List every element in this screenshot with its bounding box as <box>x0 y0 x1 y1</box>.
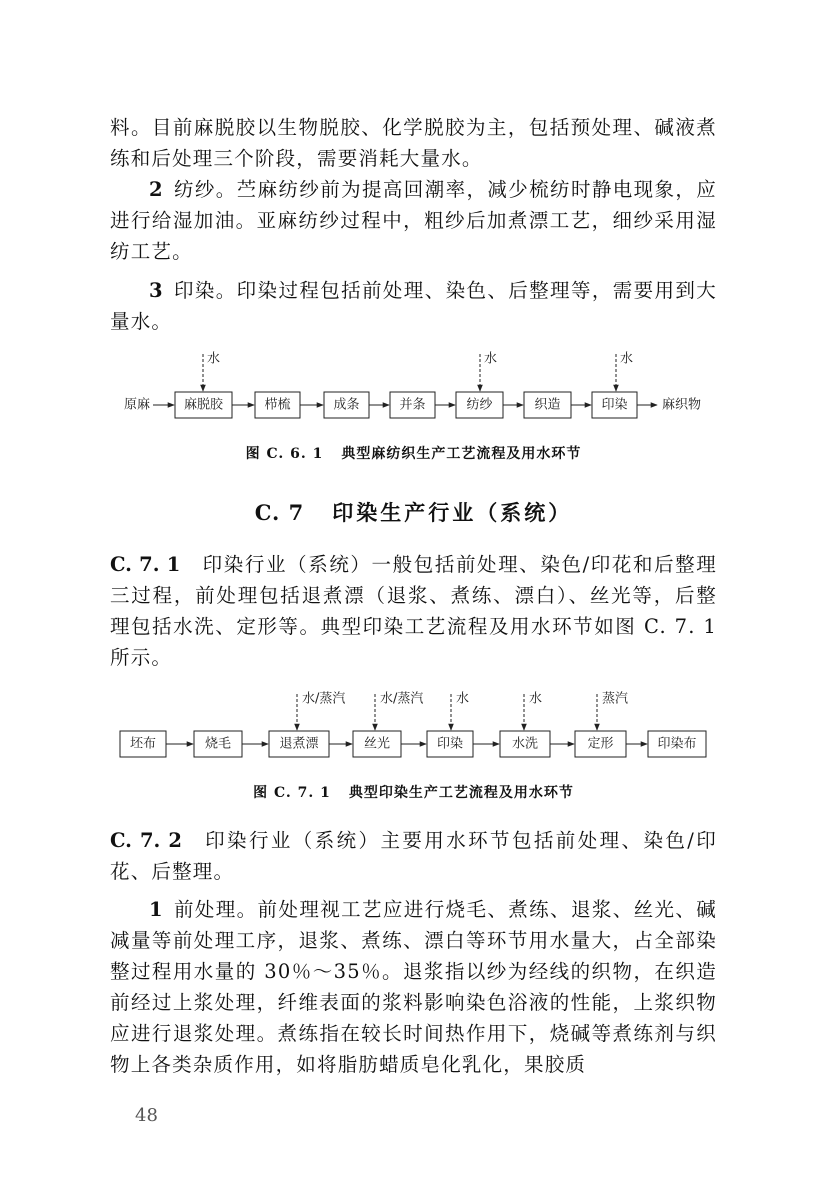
clause-number: C. 7. 1 <box>110 553 181 576</box>
item-number: 1 <box>149 898 164 921</box>
section-heading <box>0 497 827 527</box>
water-label: 水/蒸汽 <box>380 691 424 707</box>
figure-number: 图 C. 7. 1 <box>253 785 331 801</box>
clause-text: 印染行业（系统）主要用水环节包括前处理、染色/印花、后整理。 <box>110 829 717 883</box>
process-label: 烧毛 <box>204 736 232 752</box>
process-label: 坯布 <box>129 736 157 752</box>
clause-number: C. 7. 2 <box>110 829 182 852</box>
flow-end-label: 麻织物 <box>662 397 702 413</box>
section-title: 印染生产行业（系统） <box>332 500 573 525</box>
water-label: 水 <box>456 691 470 707</box>
clause-c71 <box>110 549 717 673</box>
process-label: 丝光 <box>363 736 391 752</box>
dyeing-flow-diagram <box>0 686 827 766</box>
water-label: 蒸汽 <box>602 691 629 707</box>
figure-title: 典型印染生产工艺流程及用水环节 <box>348 785 574 801</box>
section-number: C. 7 <box>254 500 305 525</box>
water-label: 水 <box>207 351 221 367</box>
process-label: 纺纱 <box>466 397 493 413</box>
process-label: 印染 <box>436 736 464 752</box>
process-label: 定形 <box>587 736 614 752</box>
item-text: 纺纱。苎麻纺纱前为提高回潮率，减少梳纺时静电现象，应进行给湿加油。亚麻纺纱过程中，粗纱后加煮漂工艺，细纱采用湿纺工艺。 <box>110 178 717 263</box>
flow-start-label: 原麻 <box>123 397 151 413</box>
figure-title: 典型麻纺织生产工艺流程及用水环节 <box>341 446 582 462</box>
process-label: 成条 <box>333 397 360 413</box>
clause-text: 印染行业（系统）一般包括前处理、染色/印花和后整理三过程，前处理包括退煮漂（退浆、煮练、漂白）、丝光等，后整理包括水洗、定形等。典型印染工艺流程及用水环节如图 C. 7. 1 所示。 <box>110 553 717 669</box>
item-text: 印染。印染过程包括前处理、染色、后整理等，需要用到大量水。 <box>110 279 717 333</box>
process-label: 水洗 <box>511 736 539 752</box>
water-label: 水/蒸汽 <box>302 691 346 707</box>
clause-c72 <box>110 825 717 887</box>
paragraph-dyeing <box>110 275 717 337</box>
page-number: 48 <box>135 1105 158 1126</box>
item-number: 2 <box>149 178 164 201</box>
water-label: 水 <box>620 351 634 367</box>
figure-caption-c61 <box>0 443 827 463</box>
item-text: 前处理。前处理视工艺应进行烧毛、煮练、退浆、丝光、碱减量等前处理工序，退浆、煮练、漂白等环节用水量大，占全部染整过程用水量的 30％～35％。退浆指以纱为经线的织物，在织造前经过上浆处理，纤维表面的浆料影响染色浴液的性能，上浆织物应进行退浆处理。煮练指在较长时间热作用下，烧碱等煮练剂与织物上各类杂质作用，如将脂肪蜡质皂化乳化，果胶质 <box>110 898 717 1076</box>
process-label: 麻脱胶 <box>183 397 224 413</box>
process-label: 印染布 <box>657 736 697 752</box>
process-label: 织造 <box>534 397 561 413</box>
figure-number: 图 C. 6. 1 <box>245 446 324 462</box>
process-label: 退煮漂 <box>279 736 319 752</box>
paragraph-hemp-degumming: 料。目前麻脱胶以生物脱胶、化学脱胶为主，包括预处理、碱液煮练和后处理三个阶段，需要消耗大量水。 <box>110 116 717 170</box>
water-label: 水 <box>529 691 543 707</box>
paragraph-pretreatment <box>110 894 717 1080</box>
water-label: 水 <box>484 351 498 367</box>
figure-caption-c71 <box>0 782 827 802</box>
process-label: 栉梳 <box>264 397 291 413</box>
item-number: 3 <box>149 279 164 302</box>
paragraph-spinning <box>110 174 717 267</box>
process-label: 印染 <box>601 397 628 413</box>
process-label: 并条 <box>399 397 426 413</box>
hemp-flow-diagram <box>0 345 827 425</box>
